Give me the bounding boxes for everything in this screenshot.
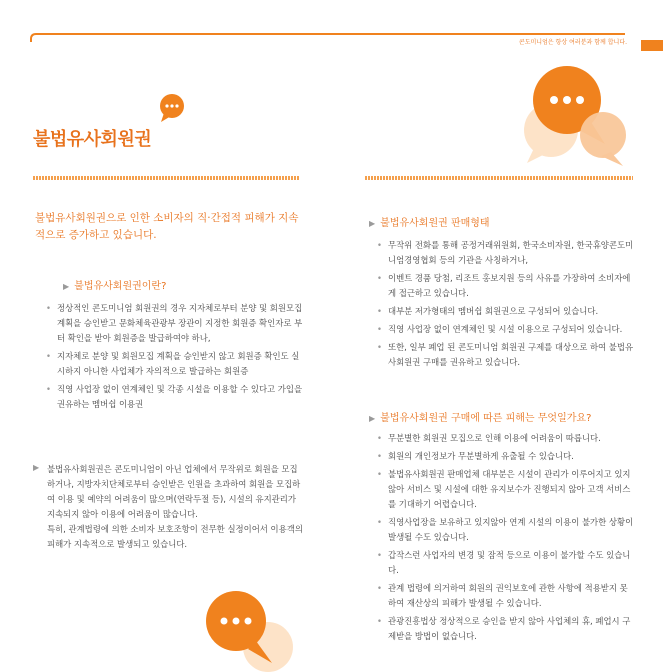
section-heading-damage: [369, 409, 591, 424]
section-heading-sales-type: [369, 214, 490, 229]
speech-bubble-icon: [158, 93, 186, 123]
description-block: [33, 462, 303, 552]
list-item: • 직영사업장을 보유하고 있지않아 연계 시설의 이용이 불가한 상황이 발생될 수도 있습니다.: [377, 515, 635, 545]
sales-type-list: [377, 238, 635, 373]
triangle-bullet-icon: ▶: [33, 463, 40, 472]
list-item: • 무작위 전화를 통해 공정거래위원회, 한국소비자원, 한국휴양콘도미니엄경영협회 등의 기관을 사칭하거나,: [377, 238, 635, 268]
speech-bubbles-bottom-illustration: [198, 585, 296, 672]
list-item: • 지자체로 분양 및 회원모집 계획을 승인받지 않고 회원증 확인도 실시하지 아니한 사업체가 자의적으로 발급하는 회원증: [46, 349, 303, 379]
page-title: 불법유사회원권: [33, 129, 152, 150]
list-item: • 회원의 개인정보가 무분별하게 유출될 수 있습니다.: [377, 449, 635, 464]
description-paragraph-2: 특히, 관계법령에 의한 소비자 보호조항이 전무한 실정이어서 이용객의 피해가 지속적으로 발생되고 있습니다.: [47, 524, 303, 549]
list-item: • 정상적인 콘도미니엄 회원권의 경우 지자체로부터 분양 및 회원모집 계획을 승인받고 문화체육관광부 장관이 지정한 회원증 확인자로 부터 확인을 받아 회원증을 발급하여야 하나,: [46, 301, 303, 346]
intro-text: 불법유사회원권으로 인한 소비자의 직·간접적 피해가 지속적으로 증가하고 있습니다.: [35, 212, 299, 241]
header-tagline: 콘도미니엄은 항상 여러분과 함께 합니다.: [518, 39, 627, 46]
speech-bubbles-illustration: [515, 58, 633, 170]
triangle-bullet-icon: ▶: [369, 414, 376, 423]
list-item: • 직영 사업장 없이 연계체인 및 각종 시설을 이용할 수 있다고 가입을 권유하는 멤버쉽 이용권: [46, 382, 303, 412]
list-item: • 갑작스런 사업자의 변경 및 잠적 등으로 이용이 불가할 수도 있습니다.: [377, 548, 635, 578]
triangle-bullet-icon: ▶: [63, 282, 70, 291]
list-item: • 관광진흥법상 정상적으로 승인을 받지 않아 사업체의 휴, 폐업시 구제받을 방법이 없습니다.: [377, 614, 635, 644]
left-divider: [33, 176, 300, 180]
section-heading-what-is: [63, 277, 166, 292]
list-item: • 불법유사회원권 판매업체 대부분은 시설이 관리가 이루어지고 있지 않아 서비스 및 시설에 대한 유지보수가 진행되지 않아 고객 서비스를 기대하기 어렵습니다.: [377, 467, 635, 512]
triangle-bullet-icon: ▶: [369, 219, 376, 228]
list-item: • 대부분 저가형태의 멤버쉽 회원권으로 구성되어 있습니다.: [377, 304, 635, 319]
list-item: • 관계 법령에 의거하여 회원의 권익보호에 관한 사항에 적용받지 못하여 재산상의 피해가 발생될 수 있습니다.: [377, 581, 635, 611]
list-item: • 이벤트 경품 당첨, 리조트 홍보지원 등의 사유를 가장하여 소비자에게 접근하고 있습니다.: [377, 271, 635, 301]
list-item: • 직영 사업장 없이 연계체인 및 시설 이용으로 구성되어 있습니다.: [377, 322, 635, 337]
damage-list: [377, 431, 635, 647]
right-divider: [365, 176, 633, 180]
section-heading-text: 불법유사회원권 구매에 따른 피해는 무엇일가요?: [380, 413, 592, 424]
page-corner-tab: [641, 40, 663, 51]
section-heading-text: 불법유사회원권이란?: [74, 281, 167, 292]
what-is-list: [46, 301, 303, 415]
list-item: • 또한, 일부 폐업 된 콘도미니엄 회원권 구제를 대상으로 하여 불법유사회원권 구매를 권유하고 있습니다.: [377, 340, 635, 370]
description-paragraph: 불법유사회원권은 콘도미니엄이 아닌 업체에서 무작위로 회원을 모집하거나, 지방자치단체로부터 승인받은 인원을 초과하여 회원을 모집하여 이용 및 예약의 어려움이 많으며(연락두절 등), 시설의 유지관리가 지속되지 않아 이용에 어려움이 많습니다.: [47, 464, 301, 519]
section-heading-text: 불법유사회원권 판매형태: [380, 218, 490, 229]
list-item: • 무분별한 회원권 모집으로 인해 이용에 어려움이 따릅니다.: [377, 431, 635, 446]
